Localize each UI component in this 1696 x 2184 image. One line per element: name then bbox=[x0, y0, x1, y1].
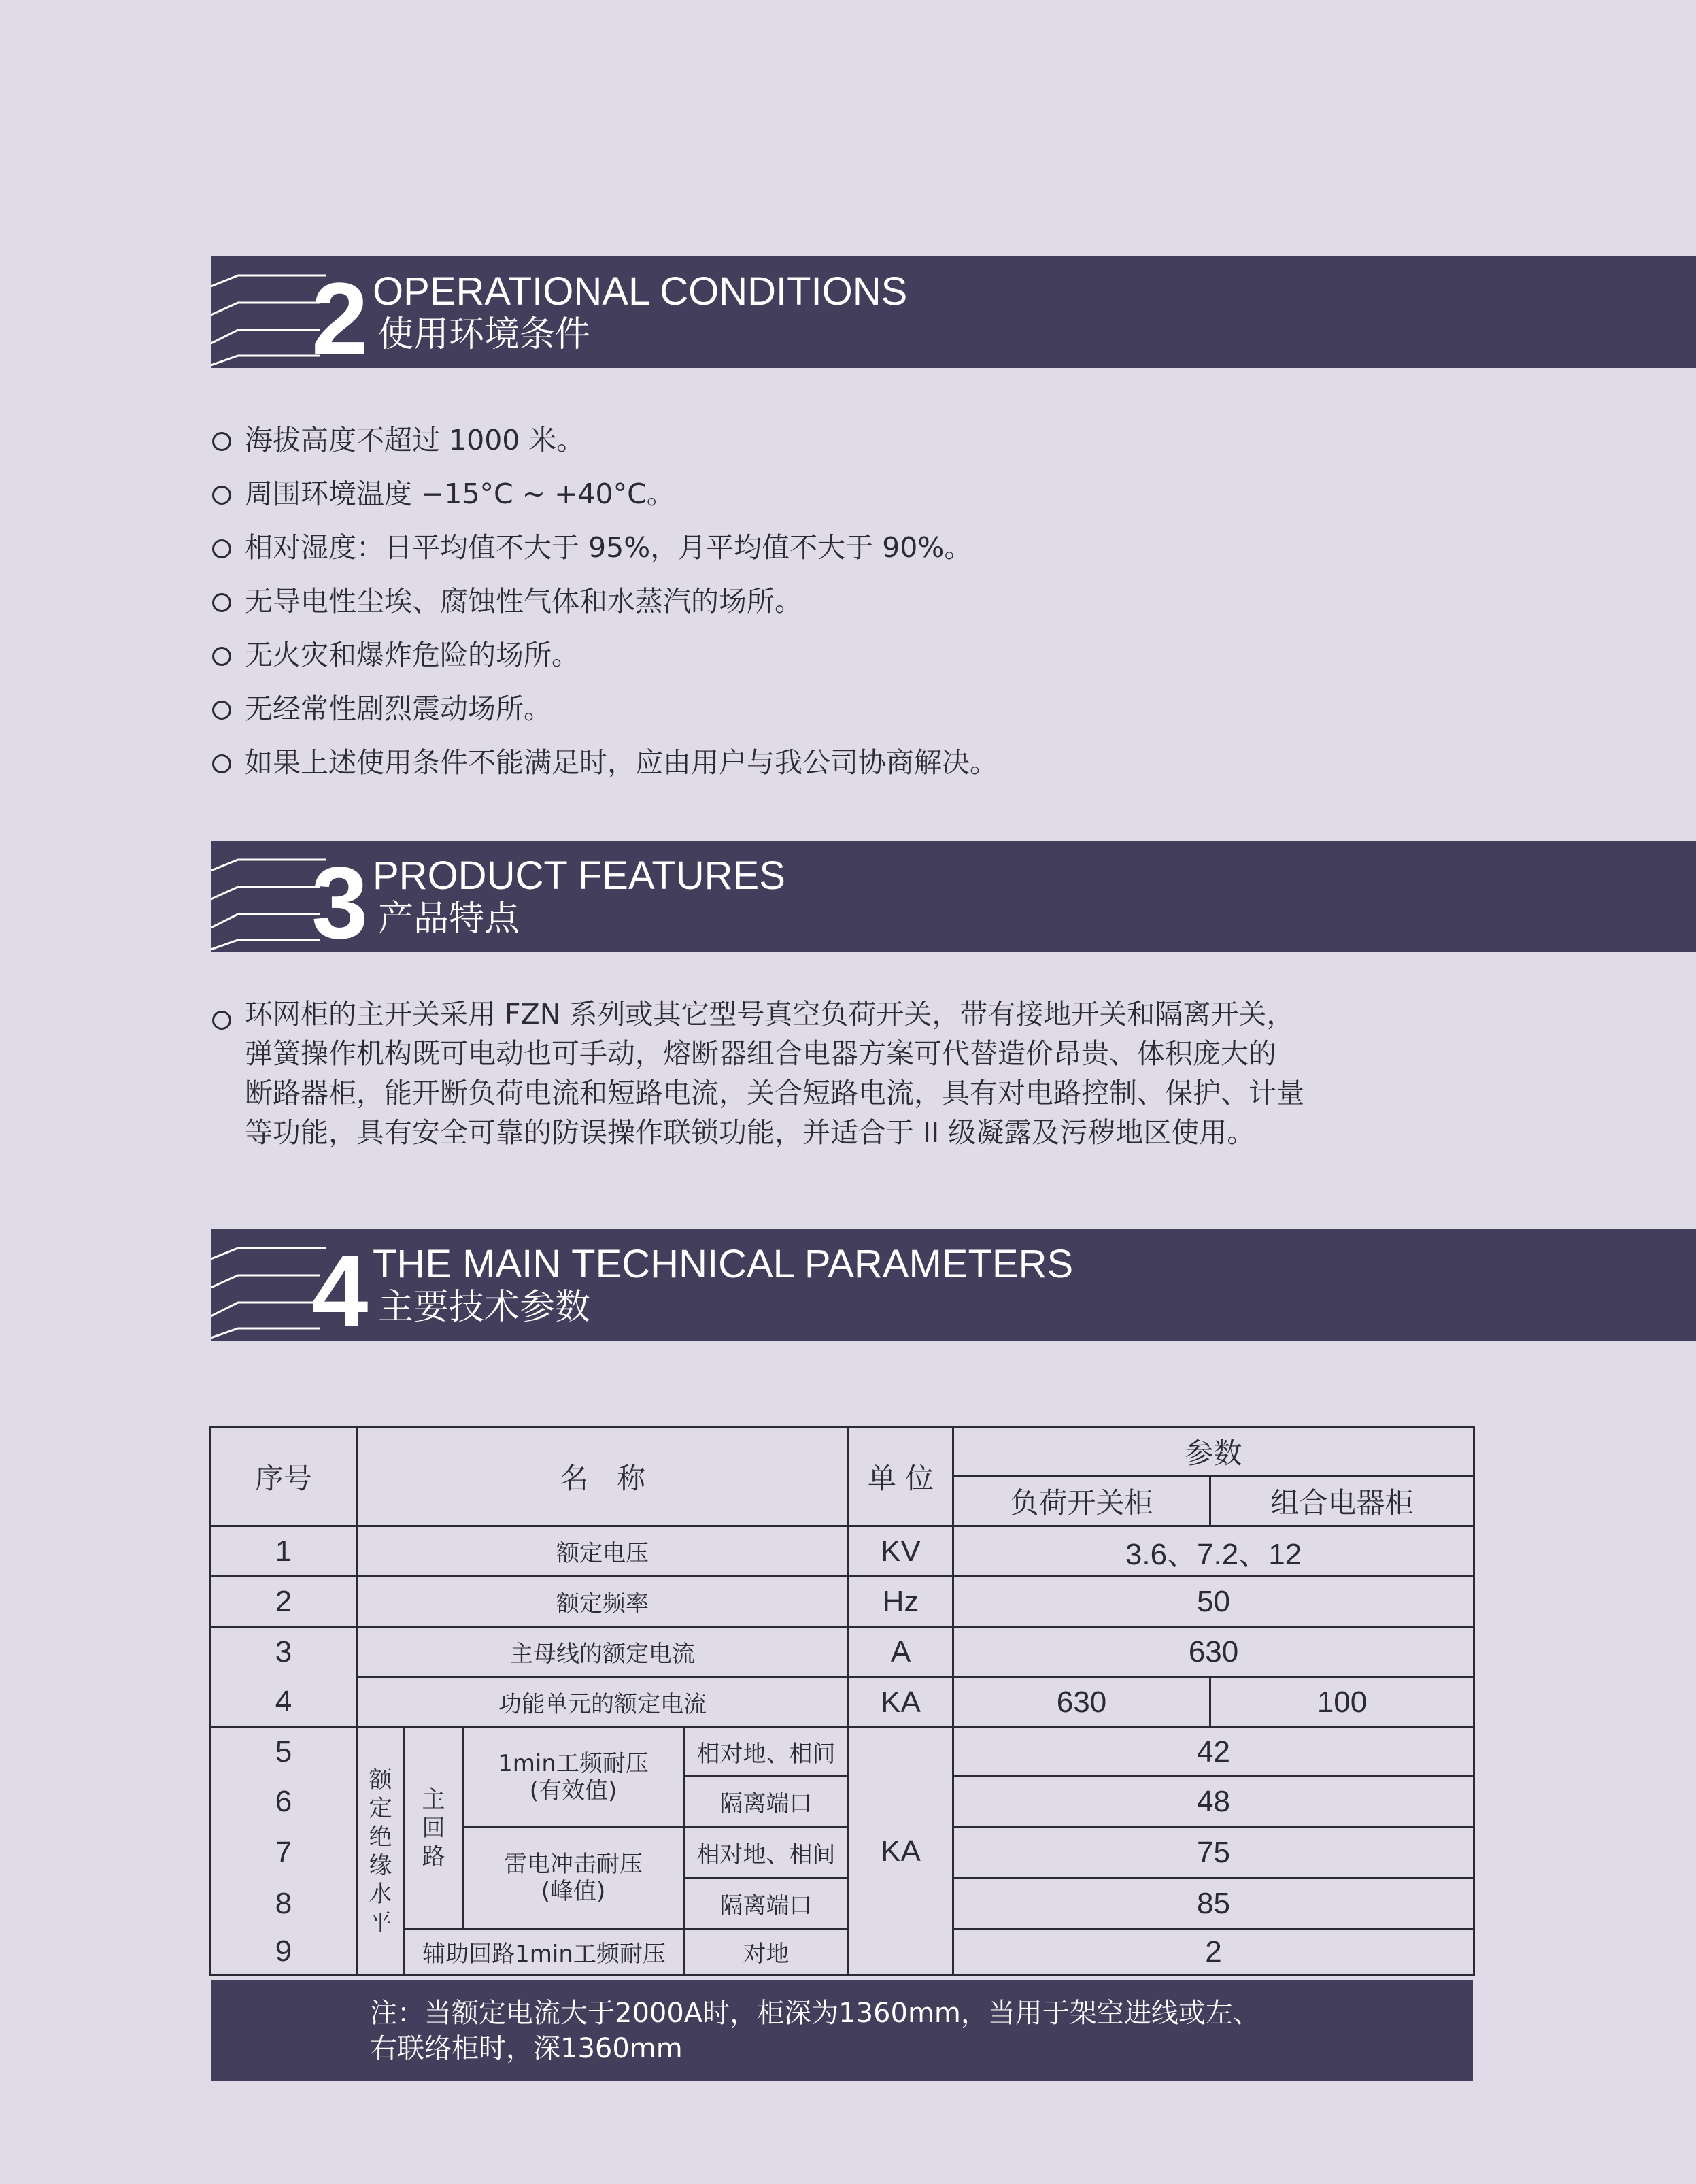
row-unit: KA bbox=[849, 1677, 953, 1728]
row-value: 75 bbox=[953, 1827, 1474, 1879]
note-box bbox=[211, 1980, 1473, 2081]
list-item: 无经常性剧烈震动场所。 bbox=[211, 682, 998, 736]
row-value: 3.6、7.2、12 bbox=[953, 1526, 1474, 1577]
row-value: 85 bbox=[953, 1879, 1474, 1929]
row-unit: A bbox=[849, 1627, 953, 1677]
features-paragraph bbox=[211, 994, 1326, 1152]
section-number: 2 bbox=[311, 261, 369, 375]
row-no: 4 bbox=[211, 1677, 357, 1728]
row-name: 额定频率 bbox=[357, 1577, 849, 1627]
bullet-circle-icon bbox=[212, 432, 231, 451]
header-load-switch: 负荷开关柜 bbox=[953, 1476, 1210, 1526]
conditions-list bbox=[211, 414, 998, 790]
table-row bbox=[211, 1627, 1474, 1677]
bullet-circle-icon bbox=[212, 1011, 231, 1030]
row-value: 50 bbox=[953, 1577, 1474, 1627]
row-unit: KV bbox=[849, 1526, 953, 1577]
list-item: 周围环境温度 −15°C ~ +40°C。 bbox=[211, 467, 998, 521]
list-item: 如果上述使用条件不能满足时，应由用户与我公司协商解决。 bbox=[211, 736, 998, 790]
header-params: 参数 bbox=[953, 1427, 1474, 1476]
parameters-table bbox=[209, 1426, 1475, 1976]
insulation-level-label: 额 定 绝 缘 水 平 bbox=[357, 1728, 405, 1975]
section-4-banner bbox=[211, 1229, 1696, 1348]
power-frequency-withstand: 1min工频耐压 (有效值) bbox=[463, 1728, 684, 1827]
bullet-circle-icon bbox=[212, 539, 231, 558]
features-line: 环网柜的主开关采用 FZN 系列或其它型号真空负荷开关，带有接地开关和隔离开关， bbox=[245, 998, 1295, 1030]
row-sub: 隔离端口 bbox=[684, 1777, 849, 1827]
row-sub: 对地 bbox=[684, 1929, 849, 1975]
header-no: 序号 bbox=[211, 1427, 357, 1526]
insulation-unit: KA bbox=[849, 1728, 953, 1975]
row-no: 9 bbox=[211, 1929, 357, 1975]
header-combined: 组合电器柜 bbox=[1210, 1476, 1474, 1526]
row-value: 630 bbox=[953, 1627, 1474, 1677]
list-item: 海拔高度不超过 1000 米。 bbox=[211, 414, 998, 467]
note-line-1: 注：当额定电流大于2000A时，柜深为1360mm，当用于架空进线或左、 bbox=[370, 1998, 1260, 2029]
section-title-en: PRODUCT FEATURES bbox=[373, 854, 785, 898]
row-name: 主母线的额定电流 bbox=[357, 1627, 849, 1677]
bullet-circle-icon bbox=[212, 647, 231, 666]
row-no: 5 bbox=[211, 1728, 357, 1777]
row-unit: Hz bbox=[849, 1577, 953, 1627]
table-row bbox=[211, 1577, 1474, 1627]
row-sub: 相对地、相间 bbox=[684, 1728, 849, 1777]
header-unit: 单 位 bbox=[849, 1427, 953, 1526]
table-row bbox=[211, 1728, 1474, 1777]
row-value: 42 bbox=[953, 1728, 1474, 1777]
section-title-en: THE MAIN TECHNICAL PARAMETERS bbox=[373, 1242, 1074, 1286]
note-line-2: 右联络柜时，深1360mm bbox=[370, 2033, 683, 2064]
table-row bbox=[211, 1677, 1474, 1728]
list-item: 无导电性尘埃、腐蚀性气体和水蒸汽的场所。 bbox=[211, 575, 998, 628]
row-no: 3 bbox=[211, 1627, 357, 1677]
bullet-circle-icon bbox=[212, 486, 231, 505]
section-title-cn: 主要技术参数 bbox=[378, 1287, 591, 1328]
features-line: 等功能，具有安全可靠的防误操作联锁功能，并适合于 II 级凝露及污秽地区使用。 bbox=[245, 1116, 1255, 1149]
row-no: 1 bbox=[211, 1526, 357, 1577]
row-no: 2 bbox=[211, 1577, 357, 1627]
list-item: 无火灾和爆炸危险的场所。 bbox=[211, 628, 998, 682]
section-title-cn: 产品特点 bbox=[378, 898, 520, 939]
header-name: 名 称 bbox=[357, 1427, 849, 1526]
bullet-circle-icon bbox=[212, 701, 231, 720]
row-no: 7 bbox=[211, 1827, 357, 1879]
table-row bbox=[211, 1526, 1474, 1577]
section-title-en: OPERATIONAL CONDITIONS bbox=[373, 269, 908, 314]
list-item: 相对湿度：日平均值不大于 95%，月平均值不大于 90%。 bbox=[211, 521, 998, 575]
row-name: 功能单元的额定电流 bbox=[357, 1677, 849, 1728]
section-title-cn: 使用环境条件 bbox=[378, 314, 591, 355]
row-sub: 相对地、相间 bbox=[684, 1827, 849, 1879]
main-circuit-label: 主 回 路 bbox=[405, 1728, 463, 1929]
row-name: 额定电压 bbox=[357, 1526, 849, 1577]
row-value-combined: 100 bbox=[1210, 1677, 1474, 1728]
features-line: 弹簧操作机构既可电动也可手动，熔断器组合电器方案可代替造价昂贵、体积庞大的 bbox=[245, 1037, 1276, 1070]
section-2-banner bbox=[211, 256, 1696, 375]
bullet-circle-icon bbox=[212, 593, 231, 612]
row-no: 8 bbox=[211, 1879, 357, 1929]
row-name: 辅助回路1min工频耐压 bbox=[405, 1929, 684, 1975]
section-number: 3 bbox=[311, 845, 369, 960]
bullet-circle-icon bbox=[212, 754, 231, 773]
row-value: 48 bbox=[953, 1777, 1474, 1827]
section-number: 4 bbox=[311, 1234, 369, 1348]
row-value-load: 630 bbox=[953, 1677, 1210, 1728]
row-value: 2 bbox=[953, 1929, 1474, 1975]
features-line: 断路器柜，能开断负荷电流和短路电流，关合短路电流，具有对电路控制、保护、计量 bbox=[245, 1077, 1304, 1109]
row-sub: 隔离端口 bbox=[684, 1879, 849, 1929]
row-no: 6 bbox=[211, 1777, 357, 1827]
lightning-impulse-withstand: 雷电冲击耐压 (峰值) bbox=[463, 1827, 684, 1929]
section-3-banner bbox=[211, 841, 1696, 960]
